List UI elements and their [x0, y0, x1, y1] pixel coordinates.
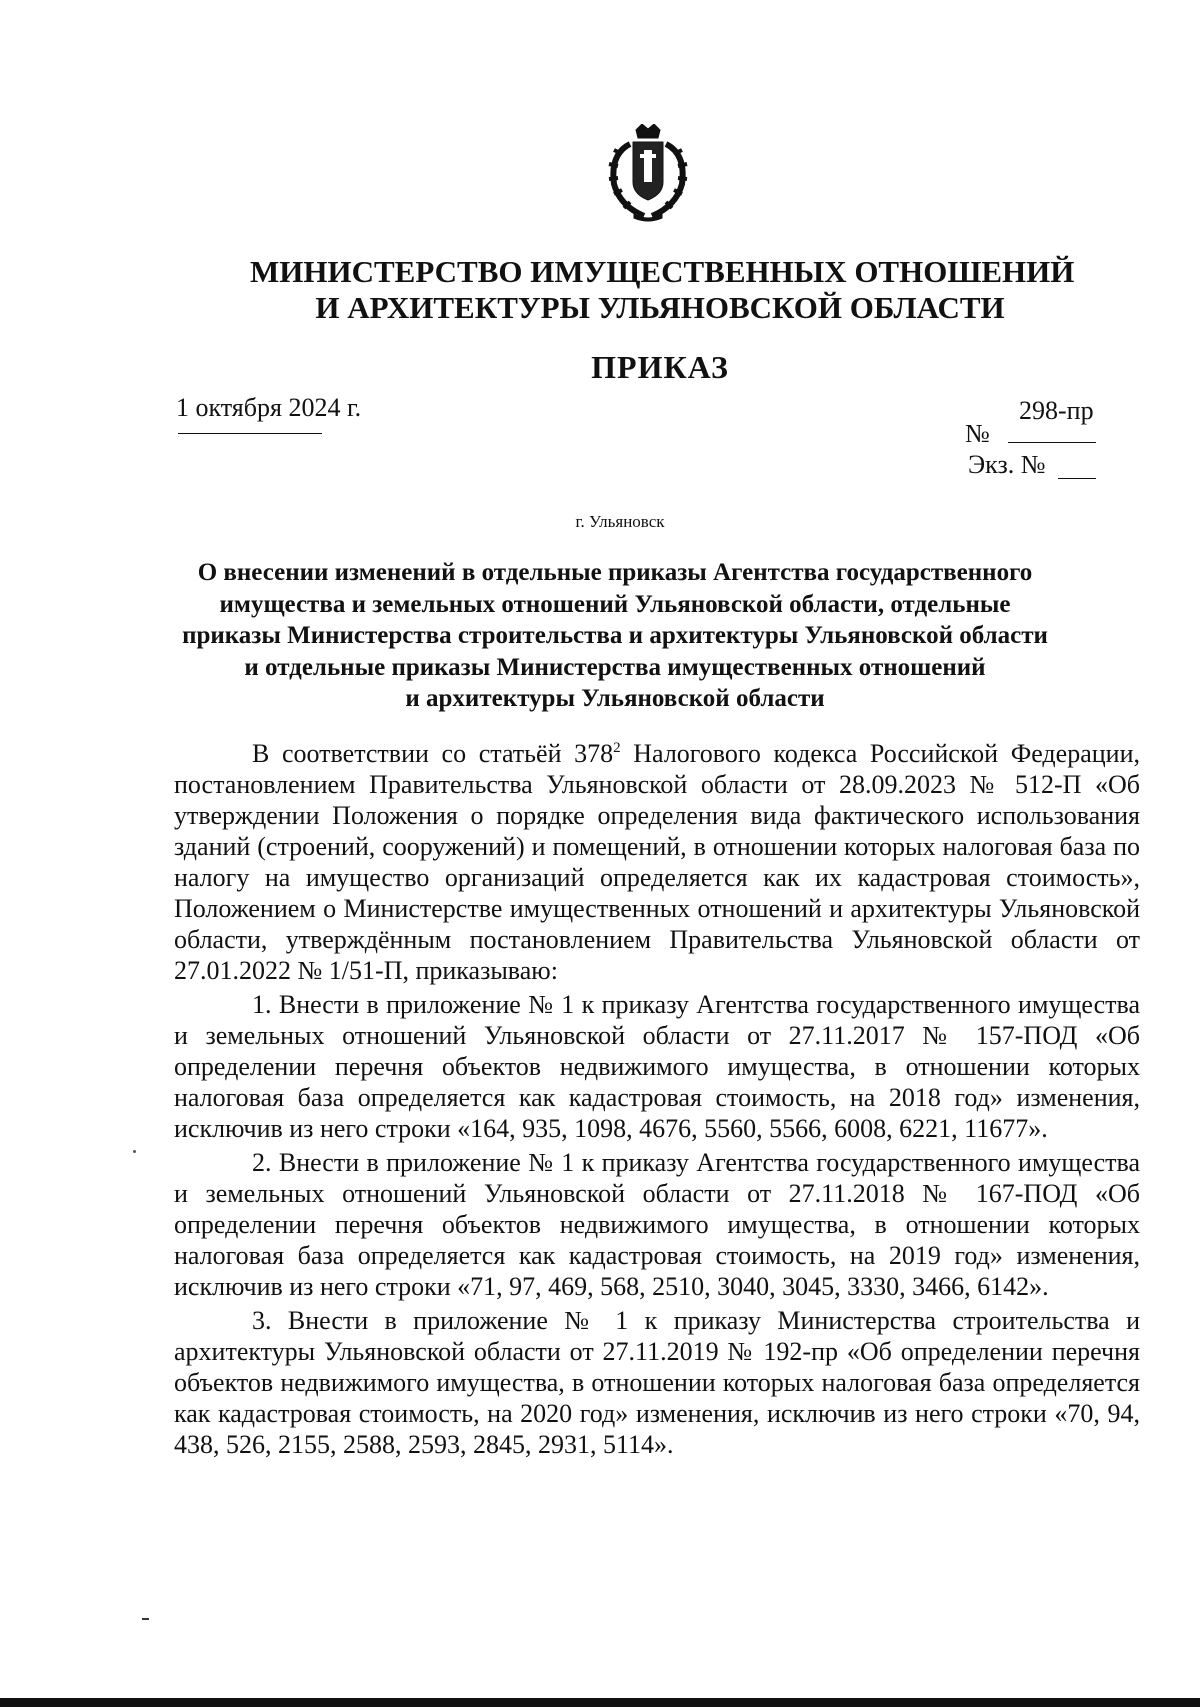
subject-line-2: имущества и земельных отношений Ульяновской области, отдельные: [219, 590, 1011, 618]
order-body: [174, 738, 1140, 1460]
scan-bottom-edge: [0, 1698, 1200, 1707]
city-name: г. Ульяновск: [575, 512, 665, 531]
ministry-line-1: МИНИСТЕРСТВО ИМУЩЕСТВЕННЫХ ОТНОШЕНИЙ: [250, 254, 1075, 289]
preamble-rest: Налогового кодекса Российской Федерации, постановлением Правительства Ульяновской области от 28.09.2023 № 512-П «Об утверждении Положения о порядке определения вида фактического использования зданий (строений, сооружений) и помещений, в отношении которых налоговая база по налогу на имущество организаций определяется как их кадастровая стоимость», Положением о Министерстве имущественных отношений и архитектуры Ульяновской области, утверждённым постановлением Правительства Ульяновской области от 27.01.2022 № 1/51-П, приказываю:: [174, 739, 1140, 985]
coat-of-arms-icon: [600, 124, 696, 222]
subject-line-4: и отдельные приказы Министерства имущественных отношений: [244, 653, 986, 681]
order-item-2: 2. Внести в приложение № 1 к приказу Агентства государственного имущества и земельных отношений Ульяновской области от 27.11.2018 № 167-ПОД «Об определении перечня объектов недвижимого имущества, в отношении которых налоговая база определяется как кадастровая стоимость, на 2019 год» изменения, исключив из него строки «71, 97, 469, 568, 2510, 3040, 3045, 3330, 3466, 6142».: [174, 1148, 1140, 1301]
order-number-label: №: [965, 419, 990, 448]
subject-line-3: приказы Министерства строительства и архитектуры Ульяновской области: [182, 622, 1048, 649]
ministry-line-2: И АРХИТЕКТУРЫ УЛЬЯНОВСКОЙ ОБЛАСТИ: [315, 290, 1005, 325]
article-superscript: 2: [613, 740, 621, 756]
order-subject: [150, 557, 1080, 715]
copy-number-label: Экз. №: [968, 450, 1046, 479]
copy-number-underline: [1058, 478, 1096, 479]
order-date: 1 октября 2024 г.: [176, 393, 362, 422]
subject-line-1: О внесении изменений в отдельные приказы Агентства государственного: [197, 559, 1033, 586]
order-number-value: 298-пр: [1019, 396, 1094, 425]
ministry-name: [250, 254, 1075, 326]
subject-line-5: и архитектуры Ульяновской области: [405, 685, 825, 712]
scan-speck: [133, 1150, 136, 1153]
scan-mark: [142, 1618, 149, 1620]
document-type-title: ПРИКАЗ: [591, 349, 729, 385]
preamble-paragraph: [174, 738, 1140, 986]
number-underline: [1008, 442, 1096, 443]
preamble-start: В соответствии со статьёй 378: [252, 739, 614, 768]
date-underline: [178, 433, 322, 434]
order-item-1: 1. Внести в приложение № 1 к приказу Агентства государственного имущества и земельных отношений Ульяновской области от 27.11.2017 № 157-ПОД «Об определении перечня объектов недвижимого имущества, в отношении которых налоговая база определяется как кадастровая стоимость, на 2018 год» изменения, исключив из него строки «164, 935, 1098, 4676, 5560, 5566, 6008, 6221, 11677».: [174, 990, 1140, 1143]
order-item-3: 3. Внести в приложение № 1 к приказу Министерства строительства и архитектуры Ульяновской области от 27.11.2019 № 192-пр «Об определении перечня объектов недвижимого имущества, в отношении которых налоговая база определяется как кадастровая стоимость, на 2020 год» изменения, исключив из него строки «70, 94, 438, 526, 2155, 2588, 2593, 2845, 2931, 5114».: [174, 1306, 1140, 1459]
